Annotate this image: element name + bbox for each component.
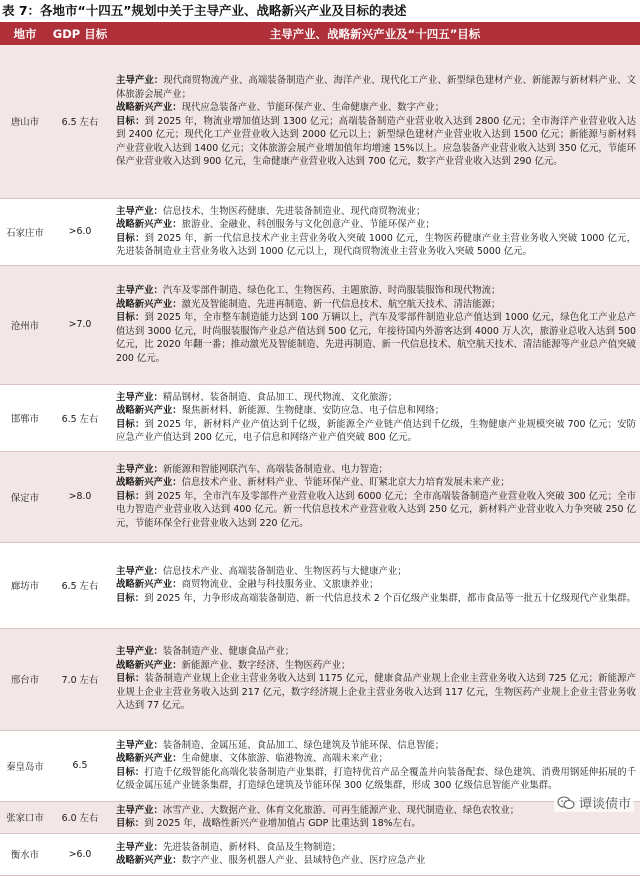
strategic-industry-line [116,476,636,490]
gdp-target-cell: >7.0 [50,265,110,384]
strategic-industry-text: 商贸物流业、金融与科技服务业、文旅康养业； [182,579,379,590]
strategic-industry-text: 聚焦新材料、新能源、生物健康、安防应急、电子信息和网络； [182,405,445,416]
main-industry-line [116,74,636,101]
main-industry-text: 新能源和智能网联汽车、高端装备制造业、电力智造； [163,464,388,475]
strategic-industry-text: 数字产业、服务机器人产业、县域特色产业、医疗应急产业 [182,855,426,866]
main-industry-label: 主导产业： [116,805,163,816]
watermark-text: 谭谈债市 [579,793,631,812]
strategic-industry-line [116,659,636,673]
target-label: 目标： [116,818,144,829]
target-text: 到 2025 年，新材料产业产值达到千亿级，新能源全产业链产值达到千亿级，生物健康产业规模突破 700 亿元；安防应急产业产值达到 200 亿元，电子信息和网络产业产值突破 800 亿元。 [116,419,636,444]
gdp-target-cell: >6.0 [50,198,110,265]
strategic-industry-label: 战略新兴产业： [116,219,182,230]
target-text: 到 2025 年，物流业增加值达到 1300 亿元；高端装备制造产业营业收入达到 2800 亿元；全市海洋产业营业收入达到 2400 亿元；现代化工产业营业收入达到 2000 亿元以上；新型绿色建材产业营业收入达到 1500 亿元；新能源与新材料产业营业收入达到 1400 亿元；文体旅游会展产业增加值年均增速 15%以上。应急装备产业营业收入达到 350 亿元，节能环保产业营业收入达到 900 亿元，生命健康产业营业收入达到 700 亿元，数字产业营业收入达到 290 亿元。 [116,116,636,168]
city-cell: 廊坊市 [0,542,50,628]
gdp-target-cell: 6.5 [50,730,110,801]
gdp-target-cell: 7.0 左右 [50,628,110,730]
main-industry-text: 信息技术、生物医药健康、先进装备制造业、现代商贸物流业； [163,206,426,217]
target-line [116,490,636,531]
target-label: 目标： [116,593,144,604]
main-industry-line [116,841,636,855]
city-cell: 唐山市 [0,45,50,198]
target-label: 目标： [116,116,145,127]
content-cell [110,730,640,801]
city-cell: 石家庄市 [0,198,50,265]
target-text: 到 2025 年，力争形成高端装备制造、新一代信息技术 2 个百亿级产业集群，都市食品等一批五十亿级现代产业集群。 [144,593,636,604]
table-row [0,542,640,628]
strategic-industry-text: 旅游业、金融业、科创服务与文化创意产业、节能环保产业； [182,219,435,230]
gdp-target-cell: >6.0 [50,833,110,875]
target-text: 到 2025 年，新一代信息技术产业主营业务收入突破 1000 亿元，生物医药健康产业主营业务收入突破 1000 亿元，先进装备制造业主营业务收入达到 1000 亿元以上，现代商贸物流业主营业务收入突破 5000 亿元。 [116,233,636,258]
strategic-industry-text: 生命健康、文体旅游、临港物流、高端未来产业； [182,753,388,764]
main-industry-text: 信息技术产业、高端装备制造业、生物医药与大健康产业； [163,566,407,577]
table-row [0,801,640,833]
content-cell [110,384,640,451]
target-line [116,592,636,606]
table-row [0,265,640,384]
strategic-industry-line [116,298,636,312]
header-gdp: GDP 目标 [50,22,110,45]
main-industry-text: 冰雪产业、大数据产业、体育文化旅游、可再生能源产业、现代制造业、绿色农牧业； [163,805,519,816]
strategic-industry-line [116,404,636,418]
main-industry-label: 主导产业： [116,842,163,853]
target-line [116,115,636,169]
data-table [0,22,640,876]
main-industry-label: 主导产业： [116,75,163,86]
city-cell: 保定市 [0,451,50,542]
content-cell [110,45,640,198]
main-industry-line [116,205,636,219]
main-industry-label: 主导产业： [116,464,163,475]
target-label: 目标： [116,312,144,323]
strategic-industry-label: 战略新兴产业： [116,477,182,488]
target-text: 打造千亿级智能化高端化装备制造产业集群，打造特优首产品全覆盖并向装备配套、绿色建筑、消费用钢延伸拓展的千亿级金属压延产业链条集群，打造绿色建筑及节能环保 300 亿级集群，形成 300 亿级信息智能产业集群。 [116,767,636,792]
content-cell [110,451,640,542]
main-industry-text: 先进装备制造、新材料、食品及生物制造； [163,842,341,853]
city-cell: 张家口市 [0,801,50,833]
main-industry-line [116,284,636,298]
gdp-target-cell: 6.5 左右 [50,45,110,198]
content-cell [110,833,640,875]
wechat-icon [557,796,575,810]
target-text: 到 2025 年，战略性新兴产业增加值占 GDP 比重达到 18%左右。 [144,818,421,829]
main-industry-text: 装备制造产业、健康食品产业； [163,646,294,657]
strategic-industry-line [116,218,636,232]
strategic-industry-label: 战略新兴产业： [116,660,182,671]
strategic-industry-text: 激光及智能制造、先进再制造、新一代信息技术、航空航天技术、清洁能源； [182,299,501,310]
table-row [0,628,640,730]
city-cell: 沧州市 [0,265,50,384]
main-industry-label: 主导产业： [116,206,163,217]
content-cell [110,542,640,628]
header-row [0,22,640,45]
gdp-target-cell: 6.5 左右 [50,384,110,451]
target-line [116,311,636,365]
gdp-target-cell: >8.0 [50,451,110,542]
table-row [0,45,640,198]
target-line [116,672,636,713]
main-industry-label: 主导产业： [116,285,163,296]
table-row [0,198,640,265]
city-cell: 邯郸市 [0,384,50,451]
target-label: 目标： [116,491,144,502]
target-line [116,766,636,793]
city-cell: 衡水市 [0,833,50,875]
main-industry-text: 汽车及零部件制造、绿色化工、生物医药、主题旅游、时尚服装服饰和现代物流； [163,285,501,296]
main-industry-text: 精品钢材、装备制造、食品加工、现代物流、文化旅游； [163,392,397,403]
strategic-industry-text: 新能源产业、数字经济、生物医药产业； [182,660,351,671]
table-title: 表 7：各地市“十四五”规划中关于主导产业、战略新兴产业及目标的表述 [0,0,640,22]
strategic-industry-label: 战略新兴产业： [116,299,182,310]
strategic-industry-label: 战略新兴产业： [116,579,182,590]
city-cell: 邢台市 [0,628,50,730]
target-line [116,817,636,831]
main-industry-line [116,463,636,477]
main-industry-line [116,645,636,659]
target-line [116,232,636,259]
strategic-industry-label: 战略新兴产业： [116,753,182,764]
strategic-industry-label: 战略新兴产业： [116,405,182,416]
target-text: 到 2025 年，全市整车制造能力达到 100 万辆以上，汽车及零部件制造业总产值达到 1000 亿元，绿色化工产业总产值达到 3000 亿元，时尚服装服饰产业总产值达到 500 亿元，年接待国内外游客达到 4000 万人次，旅游业总收入达到 500 亿元，比 2020 年翻一番；推动激光及智能制造、先进再制造、新一代信息技术、航空航天技术、清洁能源等产业总产值突破 200 亿元。 [116,312,636,364]
content-cell [110,628,640,730]
content-cell [110,265,640,384]
strategic-industry-label: 战略新兴产业： [116,855,182,866]
main-industry-label: 主导产业： [116,740,163,751]
main-industry-line [116,739,636,753]
table-row [0,451,640,542]
main-industry-label: 主导产业： [116,646,163,657]
table-row [0,833,640,875]
target-text: 到 2025 年，全市汽车及零部件产业营业收入达到 6000 亿元；全市高端装备制造产业营业收入突破 300 亿元；全市电力智造产业营业收入达到 400 亿元。新一代信息技术产业营业收入达到 250 亿元，新材料产业营业收入力争突破 250 亿元，节能环保全行业营业收入达到 220 亿元。 [116,491,636,529]
strategic-industry-line [116,101,636,115]
target-label: 目标： [116,767,144,778]
city-cell: 秦皇岛市 [0,730,50,801]
main-industry-label: 主导产业： [116,566,163,577]
target-label: 目标： [116,673,145,684]
main-industry-text: 装备制造、金属压延、食品加工、绿色建筑及节能环保、信息智能； [163,740,444,751]
main-industry-label: 主导产业： [116,392,163,403]
main-industry-line [116,391,636,405]
target-label: 目标： [116,419,145,430]
strategic-industry-line [116,578,636,592]
gdp-target-cell: 6.5 左右 [50,542,110,628]
table-row [0,730,640,801]
table-row [0,384,640,451]
main-industry-line [116,565,636,579]
strategic-industry-label: 战略新兴产业： [116,102,182,113]
strategic-industry-line [116,854,636,868]
watermark [554,793,634,812]
strategic-industry-text: 信息技术产业、新材料产业、节能环保产业、盯紧北京大力培育发展未来产业； [182,477,510,488]
strategic-industry-line [116,752,636,766]
target-label: 目标： [116,233,145,244]
header-content: 主导产业、战略新兴产业及“十四五”目标 [110,22,640,45]
target-text: 装备制造产业规上企业主营业务收入达到 1175 亿元，健康食品产业规上企业主营业务收入达到 725 亿元；新能源产业规上企业主营业务收入达到 217 亿元，数字经济规上企业主营业务收入达到 117 亿元，生物医药产业规上企业主营业务收入达到 77 亿元。 [116,673,636,711]
content-cell [110,198,640,265]
main-industry-text: 现代商贸物流产业、高端装备制造产业、海洋产业、现代化工产业、新型绿色建材产业、新能源与新材料产业、文体旅游会展产业； [116,75,636,100]
header-city: 地市 [0,22,50,45]
strategic-industry-text: 现代应急装备产业、节能环保产业、生命健康产业、数字产业； [182,102,445,113]
target-line [116,418,636,445]
gdp-target-cell: 6.0 左右 [50,801,110,833]
